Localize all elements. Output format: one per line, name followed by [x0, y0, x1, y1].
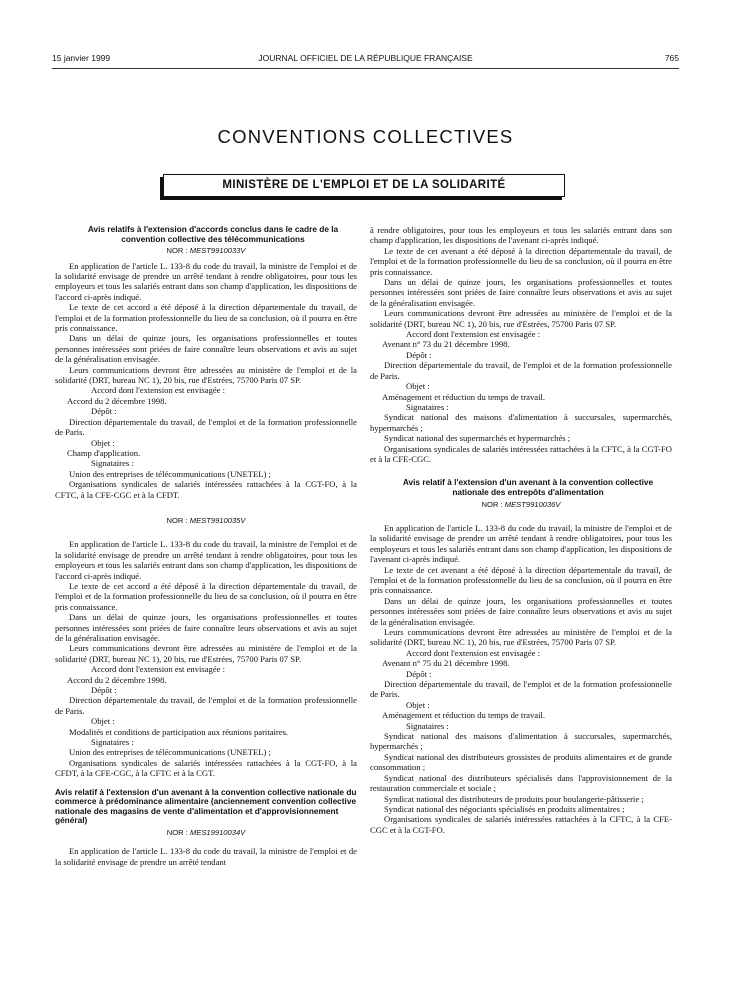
signatory: Organisations syndicales de salariés intéressées rattachées à la CGT-FO, à la CFTC, à la CFE-CGC et à la CFDT.	[55, 479, 357, 500]
depot-label: Dépôt :	[406, 349, 432, 360]
nor-label: NOR :	[166, 828, 188, 838]
paragraph: Le texte de cet avenant a été déposé à la direction départementale du travail, de l'emploi et de la formation professionnelle du lieu de sa conclusion, où il pourra en être pris connaissance.	[370, 564, 672, 596]
paragraph: En application de l'article L. 133-8 du code du travail, la ministre de l'emploi et de la solidarité envisage de prendre un arrêté tendant	[55, 846, 357, 867]
paragraph: Leurs communications devront être adressées au ministère de l'emploi et de la solidarité (DRT, bureau NC 1), 20 bis, rue d'Estrées, 75700 Paris 07 SP.	[55, 643, 357, 664]
objet-label: Objet :	[406, 381, 430, 392]
extension-value: Avenant n° 75 du 21 décembre 1998.	[382, 658, 510, 669]
header-date: 15 janvier 1999	[52, 53, 111, 63]
extension-label: Accord dont l'extension est envisagée :	[406, 647, 540, 658]
nor-label: NOR :	[481, 499, 503, 509]
signatory: Organisations syndicales de salariés intéressées rattachées à la CGT-FO, à la CFDT, à la CFE-CGC, à la CFTC et à la CGT.	[55, 757, 357, 779]
extension-value: Accord du 2 décembre 1998.	[67, 395, 167, 406]
signatory: Organisations syndicales de salariés intéressées rattachées à la CFTC, à la CGT-FO et à la CFE-CGC.	[370, 443, 672, 464]
signatory: Syndicat national des distributeurs grossistes de produits alimentaires et de grande consommation ;	[370, 751, 672, 773]
signatory: Union des entreprises de télécommunications (UNETEL) ;	[69, 468, 271, 479]
depot-value: Direction départementale du travail, de l'emploi et de la formation professionnelle de Paris.	[370, 360, 672, 381]
depot-value: Direction départementale du travail, de l'emploi et de la formation professionnelle de Paris.	[55, 416, 357, 438]
depot-label: Dépôt :	[91, 685, 117, 696]
signatory: Syndicat national des maisons d'alimentation à succursales, supermarchés, hypermarchés ;	[370, 412, 672, 433]
nor-reference	[55, 246, 357, 256]
signataires-label: Signataires :	[91, 458, 134, 469]
paragraph: Le texte de cet avenant a été déposé à la direction départementale du travail, de l'emploi et de la formation professionnelle du lieu de sa conclusion, où il pourra en être pris connaissance.	[370, 245, 672, 277]
objet-value: Modalités et conditions de participation aux réunions paritaires.	[69, 726, 289, 737]
objet-value: Aménagement et réduction du temps de travail.	[382, 710, 545, 721]
depot-value: Direction départementale du travail, de l'emploi et de la formation professionnelle de Paris.	[370, 679, 672, 700]
signatory: Union des entreprises de télécommunications (UNETEL) ;	[69, 747, 271, 758]
nor-code: MEST9910035V	[189, 515, 246, 525]
paragraph: Le texte de cet accord a été déposé à la direction départementale du travail, de l'emploi et de la formation professionnelle du lieu de sa conclusion, où il pourra en être pris connaissance.	[55, 302, 357, 334]
objet-value: Champ d'application.	[67, 447, 141, 458]
paragraph: à rendre obligatoires, pour tous les employeurs et tous les salariés entrant dans son champ d'application, les dispositions de l'avenant ci-après indiqué.	[370, 225, 672, 246]
depot-label: Dépôt :	[406, 668, 432, 679]
signataires-label: Signataires :	[91, 737, 134, 748]
ministry-box: MINISTÈRE DE L'EMPLOI ET DE LA SOLIDARITÉ	[163, 174, 565, 197]
signatory: Syndicat national des maisons d'alimentation à succursales, supermarchés, hypermarchés ;	[370, 731, 672, 752]
objet-label: Objet :	[406, 699, 430, 710]
right-column	[370, 225, 672, 835]
nor-code: MEST9910033V	[189, 246, 246, 256]
paragraph: En application de l'article L. 133-8 du code du travail, la ministre de l'emploi et de la solidarité envisage de prendre un arrêté tendant à rendre obligatoires, pour tous les employeurs et tous les salariés entrant dans son champ d'application, les dispositions de l'accord ci-après indiqué.	[55, 539, 357, 581]
extension-label: Accord dont l'extension est envisagée :	[91, 664, 225, 675]
objet-label: Objet :	[91, 437, 115, 448]
objet-value: Aménagement et réduction du temps de travail.	[382, 391, 545, 402]
nor-code: MES19910034V	[189, 828, 246, 838]
nor-code: MEST9910036V	[504, 499, 561, 509]
section-title: CONVENTIONS COLLECTIVES	[217, 126, 514, 147]
depot-value: Direction départementale du travail, de l'emploi et de la formation professionnelle de Paris.	[55, 695, 357, 716]
paragraph: En application de l'article L. 133-8 du code du travail, la ministre de l'emploi et de la solidarité envisage de prendre un arrêté tendant à rendre obligatoires, pour tous les employeurs et tous les salariés entrant dans son champ d'application, les dispositions de l'avenant ci-après indiqué.	[370, 522, 672, 565]
notice-title: Avis relatif à l'extension d'un avenant à la convention collective nationale des entrepôts d'alimentation	[402, 477, 654, 497]
depot-label: Dépôt :	[91, 406, 117, 417]
paragraph: Dans un délai de quinze jours, les organisations professionnelles et toutes personnes intéressées sont priées de faire connaître leurs observations et avis au sujet de la généralisation envisagée.	[55, 333, 357, 365]
nor-reference	[55, 516, 357, 526]
signataires-label: Signataires :	[406, 720, 449, 731]
paragraph: Leurs communications devront être adressées au ministère de l'emploi et de la solidarité (DRT, bureau NC 1), 20 bis, rue d'Estrées, 75700 Paris 07 SP.	[370, 308, 672, 329]
header-page-number: 765	[664, 53, 679, 63]
paragraph: Dans un délai de quinze jours, les organisations professionnelles et toutes personnes intéressées sont priées de faire connaître leurs observations et avis au sujet de la généralisation envisagée.	[370, 595, 672, 627]
signatory: Organisations syndicales de salariés intéressées rattachées à la CFTC, à la CFE-CGC et à la CGT-FO.	[370, 814, 672, 835]
paragraph: Leurs communications devront être adressées au ministère de l'emploi et de la solidarité (DRT, bureau NC 1), 20 bis, rue d'Estrées, 75700 Paris 07 SP.	[370, 627, 672, 648]
header-rule	[52, 68, 679, 69]
objet-label: Objet :	[91, 716, 115, 727]
paragraph: En application de l'article L. 133-8 du code du travail, la ministre de l'emploi et de la solidarité envisage de prendre un arrêté tendant à rendre obligatoires, pour tous les employeurs et tous les salariés entrant dans son champ d'application, les dispositions de l'accord ci-après indiqué.	[55, 260, 357, 302]
nor-reference	[55, 828, 357, 838]
nor-reference	[370, 500, 672, 510]
signatory: Syndicat national des distributeurs de produits pour boulangerie-pâtisserie ;	[384, 793, 644, 804]
notice-title: Avis relatif à l'extension d'un avenant à la convention collective nationale du commerce à prédominance alimentaire (anciennement convention collective nationale des magasins de vente d'alimentation et d'approvisionnement général)	[55, 786, 357, 826]
signataires-label: Signataires :	[406, 401, 449, 412]
notice-title: Avis relatifs à l'extension d'accords conclus dans le cadre de la convention collective des télécommunications	[87, 224, 339, 244]
extension-value: Avenant n° 73 du 21 décembre 1998.	[382, 339, 510, 350]
paragraph: Dans un délai de quinze jours, les organisations professionnelles et toutes personnes intéressées sont priées de faire connaître leurs observations et avis au sujet de la généralisation envisagée.	[55, 612, 357, 643]
extension-label: Accord dont l'extension est envisagée :	[406, 329, 540, 340]
paragraph: Leurs communications devront être adressées au ministère de l'emploi et de la solidarité (DRT, bureau NC 1), 20 bis, rue d'Estrées, 75700 Paris 07 SP.	[55, 364, 357, 386]
header-journal: JOURNAL OFFICIEL DE LA RÉPUBLIQUE FRANÇAISE	[258, 53, 473, 63]
nor-label: NOR :	[166, 246, 188, 256]
signatory: Syndicat national des négociants spécialisés en produits alimentaires ;	[384, 803, 625, 814]
nor-label: NOR :	[166, 515, 188, 525]
extension-label: Accord dont l'extension est envisagée :	[91, 385, 225, 396]
left-column	[55, 225, 357, 867]
paragraph: Dans un délai de quinze jours, les organisations professionnelles et toutes personnes intéressées sont priées de faire connaître leurs observations et avis au sujet de la généralisation envisagée.	[370, 277, 672, 308]
paragraph: Le texte de cet accord a été déposé à la direction départementale du travail, de l'emploi et de la formation professionnelle du lieu de sa conclusion, où il pourra en être pris connaissance.	[55, 580, 357, 612]
signatory: Syndicat national des distributeurs spécialisés dans l'approvisionnement de la restauration commerciale et sociale ;	[370, 772, 672, 794]
extension-value: Accord du 2 décembre 1998.	[67, 674, 167, 685]
page-header	[52, 53, 679, 67]
signatory: Syndicat national des supermarchés et hypermarchés ;	[384, 433, 571, 444]
